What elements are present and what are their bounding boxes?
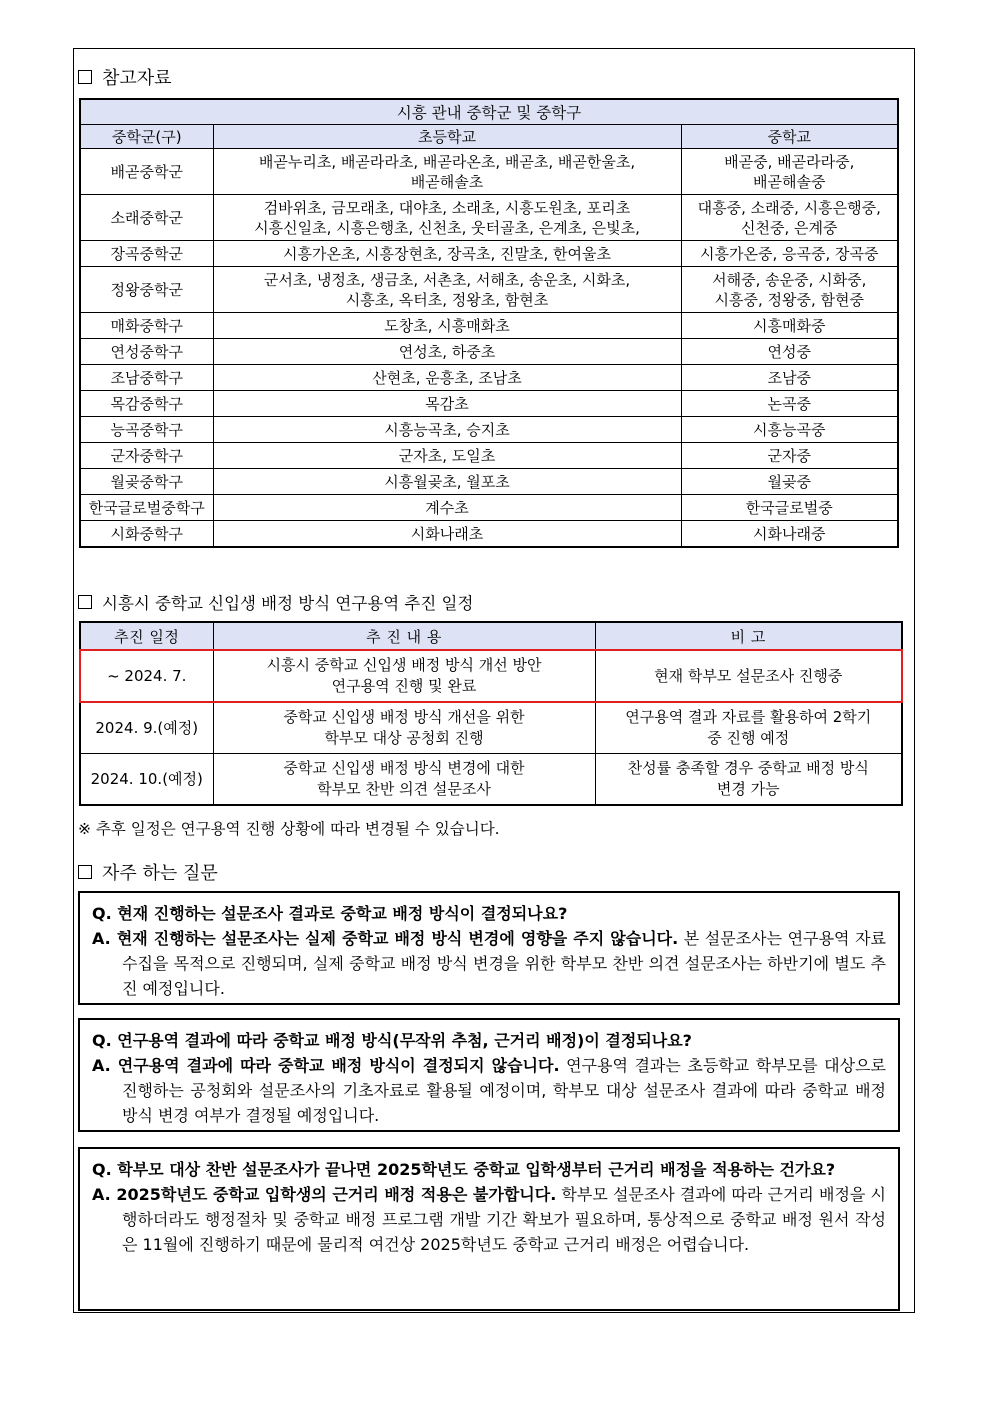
date-cell: ~ 2024. 7. xyxy=(80,650,213,702)
middle-cell xyxy=(681,495,898,521)
note-cell xyxy=(595,650,902,702)
middle-cell xyxy=(681,365,898,391)
checkbox-square-icon xyxy=(78,70,92,84)
middle-cell-line: 조남중 xyxy=(767,369,811,387)
middle-cell xyxy=(681,267,898,313)
table-row xyxy=(80,754,902,806)
district-cell: 소래중학군 xyxy=(80,195,213,241)
middle-cell xyxy=(681,241,898,267)
col-header-note: 비 고 xyxy=(595,622,902,650)
faq-item xyxy=(78,1147,900,1311)
reference-title-text: 참고자료 xyxy=(102,68,172,89)
table-row xyxy=(80,339,898,365)
col-header-date: 추진 일정 xyxy=(80,622,213,650)
table-row xyxy=(80,443,898,469)
table-row xyxy=(80,702,902,754)
middle-cell xyxy=(681,417,898,443)
schedule-title-text: 시흥시 중학교 신입생 배정 방식 연구용역 추진 일정 xyxy=(102,594,474,613)
elementary-cell-line: 목감초 xyxy=(425,395,469,413)
elementary-cell xyxy=(213,417,681,443)
checkbox-square-icon xyxy=(78,595,92,609)
middle-cell-line: 시흥중, 정왕중, 함현중 xyxy=(714,290,864,309)
elementary-cell xyxy=(213,365,681,391)
elementary-cell-line: 검바위초, 금모래초, 대야초, 소래초, 시흥도원초, 포리초 xyxy=(263,198,631,217)
note-cell-line: 연구용역 결과 자료를 활용하여 2학기 xyxy=(625,708,872,726)
middle-cell-line: 월곶중 xyxy=(767,473,811,491)
schedule-footnote: ※ 추후 일정은 연구용역 진행 상황에 따라 변경될 수 있습니다. xyxy=(78,820,500,838)
middle-cell-line: 시화나래중 xyxy=(753,525,826,543)
district-cell: 한국글로벌중학구 xyxy=(80,495,213,521)
district-table-caption: 시흥 관내 중학군 및 중학구 xyxy=(80,99,898,125)
content-cell-line: 중학교 신입생 배정 방식 개선을 위한 xyxy=(283,708,525,726)
elementary-cell-line: 도창초, 시흥매화초 xyxy=(384,317,510,335)
col-header-middle: 중학교 xyxy=(681,125,898,149)
elementary-cell xyxy=(213,391,681,417)
faq-item xyxy=(78,1018,900,1132)
middle-cell-line: 시흥가온중, 응곡중, 장곡중 xyxy=(700,245,879,263)
faq-answer-body: 학부모 설문조사 결과에 따라 근거리 배정을 시행하더라도 행정절차 및 중학교 배정 프로그램 개발 기간 확보가 필요하며, 통상적으로 중학교 배정 원서 작성은 11월에 진행하기 때문에 물리적 여건상 2025학년도 중학교 근거리 배정은 어렵습니다. xyxy=(122,1185,886,1254)
district-cell: 군자중학구 xyxy=(80,443,213,469)
table-row xyxy=(80,521,898,548)
note-cell-line: 찬성률 충족할 경우 중학교 배정 방식 xyxy=(627,759,869,777)
table-row xyxy=(80,149,898,195)
elementary-cell xyxy=(213,267,681,313)
reference-section-title xyxy=(78,64,172,90)
district-cell: 목감중학구 xyxy=(80,391,213,417)
col-header-elementary: 초등학교 xyxy=(213,125,681,149)
middle-cell xyxy=(681,521,898,548)
elementary-cell-line: 시흥능곡초, 승지초 xyxy=(384,421,510,439)
schedule-table xyxy=(79,621,903,806)
faq-question: Q. 학부모 대상 찬반 설문조사가 끝나면 2025학년도 중학교 입학생부터 근거리 배정을 적용하는 건가요? xyxy=(92,1160,836,1179)
middle-cell-line: 배곧중, 배곧라라중, xyxy=(724,152,855,171)
faq-section-title xyxy=(78,859,218,885)
note-cell-line: 현재 학부모 설문조사 진행중 xyxy=(654,666,843,685)
note-cell xyxy=(595,754,902,806)
note-cell-line: 중 진행 예정 xyxy=(707,729,790,747)
col-header-content: 추 진 내 용 xyxy=(213,622,595,650)
middle-cell xyxy=(681,313,898,339)
checkbox-square-icon xyxy=(78,865,92,879)
faq-title-text: 자주 하는 질문 xyxy=(102,863,218,884)
middle-cell-line: 서해중, 송운중, 시화중, xyxy=(712,270,867,289)
faq-answer xyxy=(92,1182,886,1257)
middle-cell-line: 대흥중, 소래중, 시흥은행중, xyxy=(697,198,881,217)
elementary-cell xyxy=(213,469,681,495)
elementary-cell-line: 배곧해솔초 xyxy=(410,172,484,191)
col-header-district: 중학군(구) xyxy=(80,125,213,149)
faq-answer xyxy=(92,1053,886,1128)
content-cell-line: 중학교 신입생 배정 방식 변경에 대한 xyxy=(283,759,525,777)
table-row xyxy=(80,495,898,521)
middle-cell xyxy=(681,391,898,417)
elementary-cell xyxy=(213,241,681,267)
middle-cell xyxy=(681,149,898,195)
district-cell: 시화중학구 xyxy=(80,521,213,548)
middle-cell-line: 군자중 xyxy=(767,447,811,465)
elementary-cell xyxy=(213,521,681,548)
middle-cell xyxy=(681,469,898,495)
content-cell-line: 시흥시 중학교 신입생 배정 방식 개선 방안 xyxy=(266,656,542,674)
elementary-cell-line: 배곧누리초, 배곧라라초, 배곧라온초, 배곧초, 배곧한울초, xyxy=(258,152,636,171)
table-row xyxy=(80,391,898,417)
district-cell: 능곡중학구 xyxy=(80,417,213,443)
faq-answer-lead: A. 현재 진행하는 설문조사는 실제 중학교 배정 방식 변경에 영향을 주지 않습니다. xyxy=(92,929,679,948)
middle-cell xyxy=(681,443,898,469)
faq-answer-body: 본 설문조사는 연구용역 자료 수집을 목적으로 진행되며, 실제 중학교 배정 방식 변경을 위한 학부모 찬반 의견 설문조사는 하반기에 별도 추진 예정입니다. xyxy=(122,929,886,998)
elementary-cell xyxy=(213,313,681,339)
elementary-cell xyxy=(213,495,681,521)
table-row xyxy=(80,195,898,241)
elementary-cell-line: 시화나래초 xyxy=(410,525,484,543)
content-cell xyxy=(213,650,595,702)
middle-cell-line: 시흥능곡중 xyxy=(753,421,826,439)
elementary-cell xyxy=(213,195,681,241)
district-cell: 장곡중학군 xyxy=(80,241,213,267)
faq-question: Q. 연구용역 결과에 따라 중학교 배정 방식(무작위 추첨, 근거리 배정)이 결정되나요? xyxy=(92,1031,692,1050)
elementary-cell-line: 시흥초, 옥터초, 정왕초, 함현초 xyxy=(345,290,549,309)
middle-cell xyxy=(681,195,898,241)
content-cell-line: 학부모 찬반 의견 설문조사 xyxy=(317,780,491,798)
table-row xyxy=(80,417,898,443)
content-cell xyxy=(213,754,595,806)
elementary-cell-line: 군서초, 냉정초, 생금초, 서촌초, 서해초, 송운초, 시화초, xyxy=(263,270,631,289)
middle-cell-line: 배곧해솔중 xyxy=(753,172,826,191)
middle-cell-line: 시흥매화중 xyxy=(753,317,826,335)
table-row xyxy=(80,650,902,702)
middle-cell-line: 연성중 xyxy=(767,343,811,361)
elementary-cell-line: 시흥월곶초, 월포초 xyxy=(384,473,510,491)
elementary-cell xyxy=(213,149,681,195)
date-cell: 2024. 9.(예정) xyxy=(80,702,213,754)
elementary-cell xyxy=(213,339,681,365)
table-row xyxy=(80,313,898,339)
note-cell-line: 변경 가능 xyxy=(716,780,780,798)
content-cell xyxy=(213,702,595,754)
table-row xyxy=(80,469,898,495)
elementary-cell-line: 시흥신일초, 시흥은행초, 신천초, 웃터골초, 은계초, 은빛초, xyxy=(254,218,640,237)
faq-answer-lead: A. 연구용역 결과에 따라 중학교 배정 방식이 결정되지 않습니다. xyxy=(92,1056,560,1075)
district-cell: 매화중학구 xyxy=(80,313,213,339)
elementary-cell-line: 계수초 xyxy=(425,499,469,517)
district-cell: 조남중학구 xyxy=(80,365,213,391)
faq-question: Q. 현재 진행하는 설문조사 결과로 중학교 배정 방식이 결정되나요? xyxy=(92,904,568,923)
district-cell: 월곶중학구 xyxy=(80,469,213,495)
district-cell: 정왕중학군 xyxy=(80,267,213,313)
district-table xyxy=(79,98,899,548)
faq-answer-body: 연구용역 결과는 초등학교 학부모를 대상으로 진행하는 공청회와 설문조사의 기초자료로 활용될 예정이며, 학부모 대상 설문조사 결과에 따라 중학교 배정 방식 변경 여부가 결정될 예정입니다. xyxy=(122,1056,886,1125)
table-row xyxy=(80,267,898,313)
date-cell: 2024. 10.(예정) xyxy=(80,754,213,806)
middle-cell-line: 한국글로벌중 xyxy=(745,499,833,517)
content-cell-line: 연구용역 진행 및 완료 xyxy=(331,677,477,695)
elementary-cell xyxy=(213,443,681,469)
elementary-cell-line: 시흥가온초, 시흥장현초, 장곡초, 진말초, 한여울초 xyxy=(283,245,611,263)
elementary-cell-line: 연성초, 하중초 xyxy=(398,343,496,361)
faq-item xyxy=(78,891,900,1005)
faq-answer xyxy=(92,926,886,1001)
district-cell: 연성중학구 xyxy=(80,339,213,365)
middle-cell-line: 신천중, 은계중 xyxy=(741,218,838,237)
faq-answer-lead: A. 2025학년도 중학교 입학생의 근거리 배정 적용은 불가합니다. xyxy=(92,1185,557,1204)
middle-cell xyxy=(681,339,898,365)
content-cell-line: 학부모 대상 공청회 진행 xyxy=(324,729,484,747)
district-cell: 배곧중학군 xyxy=(80,149,213,195)
table-row xyxy=(80,241,898,267)
elementary-cell-line: 산현초, 운흥초, 조남초 xyxy=(372,369,522,387)
table-row xyxy=(80,365,898,391)
elementary-cell-line: 군자초, 도일초 xyxy=(398,447,496,465)
note-cell xyxy=(595,702,902,754)
middle-cell-line: 논곡중 xyxy=(767,395,811,413)
schedule-section-title xyxy=(78,590,473,614)
